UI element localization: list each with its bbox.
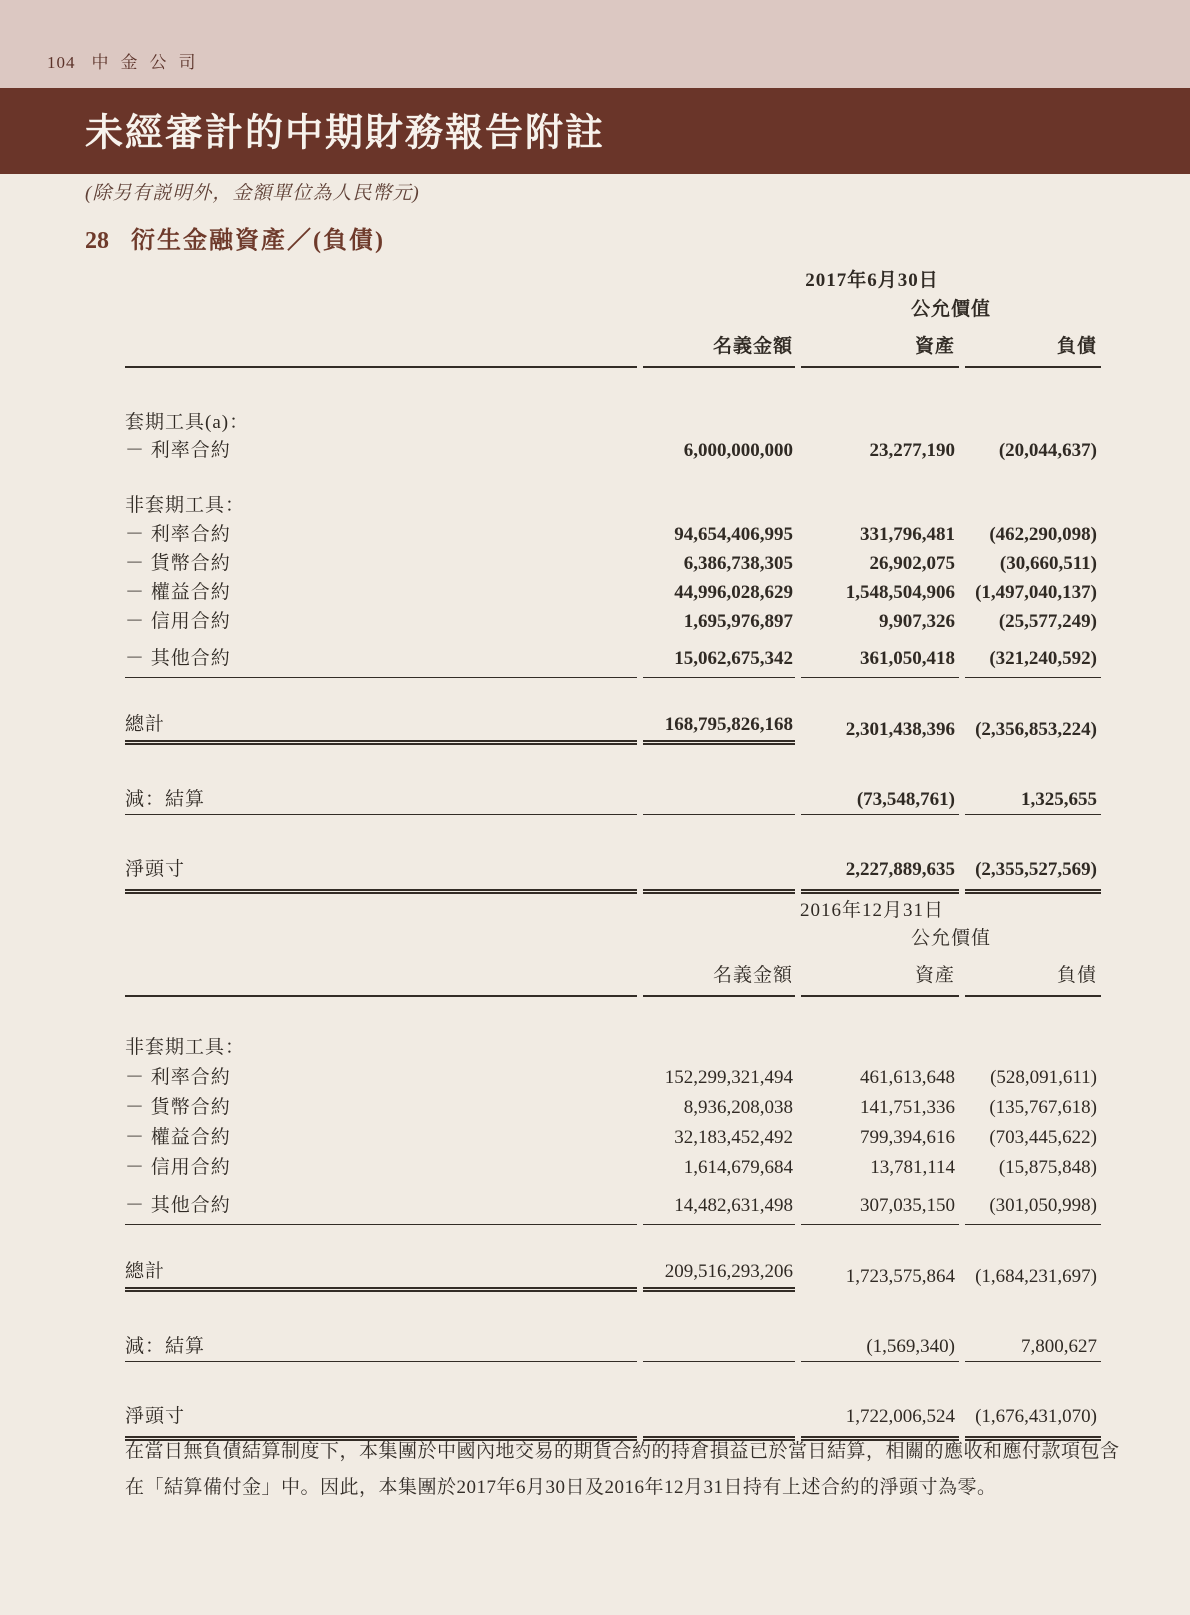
asset-value: 461,613,648 <box>860 1067 955 1089</box>
liability-value: (15,875,848) <box>998 1157 1098 1179</box>
liability-value: (301,050,998) <box>965 1179 1101 1225</box>
derivatives-table-2016 <box>119 884 1107 1441</box>
row-label: － 權益合約 <box>125 1127 231 1149</box>
liability-value: (321,240,592) <box>965 633 1101 678</box>
col-header-liability: 負債 <box>965 321 1101 368</box>
row-label: － 其他合約 <box>125 633 637 678</box>
row-label: － 利率合約 <box>125 440 231 462</box>
asset-total: 1,723,575,864 <box>845 1266 955 1288</box>
company-name: 中金公司 <box>91 53 208 72</box>
liability-value: (1,676,431,070) <box>965 1392 1101 1441</box>
asset-value: 2,227,889,635 <box>801 845 959 894</box>
less-settlement-row <box>125 781 1101 815</box>
row-label: － 權益合約 <box>125 582 231 604</box>
liability-value: (30,660,511) <box>999 553 1098 575</box>
row-label: － 利率合約 <box>125 1067 231 1089</box>
col-header-asset: 資產 <box>801 950 959 997</box>
notional-total: 168,795,826,168 <box>643 702 795 745</box>
less-settlement-row <box>125 1328 1101 1362</box>
row-label: － 信用合約 <box>125 1157 231 1179</box>
column-header-row <box>125 950 1101 997</box>
asset-total: 2,301,438,396 <box>845 719 955 741</box>
liability-total: (1,684,231,697) <box>975 1266 1098 1288</box>
section-heading <box>85 220 385 255</box>
table-row <box>125 1119 1101 1149</box>
col-header-notional: 名義金額 <box>643 321 795 368</box>
section-row <box>125 489 1101 517</box>
table-row <box>125 604 1101 633</box>
section-number: 28 <box>85 228 109 254</box>
row-label: 淨頭寸 <box>125 845 637 894</box>
liability-value: (1,497,040,137) <box>975 582 1098 604</box>
notional-total: 209,516,293,206 <box>643 1249 795 1292</box>
row-label: 總計 <box>125 1249 637 1292</box>
notional-value: 6,000,000,000 <box>683 440 793 462</box>
notional-value: 1,695,976,897 <box>683 611 793 633</box>
asset-value: 799,394,616 <box>860 1127 955 1149</box>
section-title: 衍生金融資產／(負債) <box>131 228 385 254</box>
footnote-line: 在「結算備付金」中。因此，本集團於2017年6月30日及2016年12月31日持有上述合約的淨頭寸為零。 <box>125 1477 997 1498</box>
table-row <box>125 254 1101 292</box>
asset-value: (1,569,340) <box>801 1328 959 1362</box>
section-row <box>125 406 1101 434</box>
table-row <box>125 517 1101 546</box>
table-row <box>125 292 1101 321</box>
asset-value: 307,035,150 <box>801 1179 959 1225</box>
asset-value: 141,751,336 <box>860 1097 955 1119</box>
table-row <box>125 1179 1101 1225</box>
notional-value: 32,183,452,492 <box>674 1127 793 1149</box>
liability-value: (462,290,098) <box>989 524 1098 546</box>
fair-value-header: 公允價值 <box>911 299 992 321</box>
liability-value: (2,355,527,569) <box>965 845 1101 894</box>
report-title: 未經審計的中期財務報告附註 <box>85 112 606 155</box>
row-label: － 貨幣合約 <box>125 1097 231 1119</box>
column-header-row <box>125 321 1101 368</box>
asset-value: 26,902,075 <box>869 553 955 575</box>
table-row <box>125 575 1101 604</box>
derivatives-table-2017 <box>119 254 1107 894</box>
footnote-line: 在當日無負債結算制度下，本集團於中國內地交易的期貨合約的持倉損益已於當日結算，相關的應收和應付款項包含 <box>125 1441 1120 1462</box>
liability-value: 1,325,655 <box>965 781 1101 815</box>
asset-value: (73,548,761) <box>801 781 959 815</box>
table-row <box>125 1149 1101 1179</box>
notional-value: 6,386,738,305 <box>683 553 793 575</box>
notional-value: 14,482,631,498 <box>643 1179 795 1225</box>
liability-value: (25,577,249) <box>998 611 1098 633</box>
row-label: 減：結算 <box>125 1328 637 1362</box>
table-row <box>125 434 1101 462</box>
period-date: 2016年12月31日 <box>800 900 945 922</box>
page-number: 104 <box>47 53 76 72</box>
title-banner <box>0 88 1190 174</box>
notional-value: 8,936,208,038 <box>683 1097 793 1119</box>
asset-value: 1,722,006,524 <box>801 1392 959 1441</box>
row-label: － 利率合約 <box>125 524 231 546</box>
asset-value: 1,548,504,906 <box>845 582 955 604</box>
table-row <box>125 1059 1101 1089</box>
page-top-strip <box>0 0 1190 88</box>
liability-total: (2,356,853,224) <box>975 719 1098 741</box>
row-label: 非套期工具： <box>125 1037 246 1059</box>
table-row <box>125 922 1101 950</box>
col-header-asset: 資產 <box>801 321 959 368</box>
liability-value: (135,767,618) <box>989 1097 1098 1119</box>
col-header-notional: 名義金額 <box>643 950 795 997</box>
liability-value: 7,800,627 <box>965 1328 1101 1362</box>
asset-value: 23,277,190 <box>869 440 955 462</box>
row-label: 淨頭寸 <box>125 1392 637 1441</box>
col-header-liability: 負債 <box>965 950 1101 997</box>
asset-value: 9,907,326 <box>879 611 955 633</box>
notional-value: 152,299,321,494 <box>664 1067 793 1089</box>
period-date: 2017年6月30日 <box>805 270 939 292</box>
currency-unit-note: (除另有説明外，金額單位為人民幣元) <box>85 183 420 204</box>
table-row <box>125 633 1101 678</box>
total-row <box>125 1249 1101 1292</box>
asset-value: 331,796,481 <box>860 524 955 546</box>
row-label: － 其他合約 <box>125 1179 637 1225</box>
liability-value: (20,044,637) <box>998 440 1098 462</box>
table-row <box>125 1089 1101 1119</box>
footnote-paragraph <box>125 1434 1135 1506</box>
notional-value: 94,654,406,995 <box>674 524 793 546</box>
row-label: － 信用合約 <box>125 611 231 633</box>
fair-value-header: 公允價值 <box>911 928 992 950</box>
liability-value: (528,091,611) <box>990 1067 1098 1089</box>
table-row <box>125 546 1101 575</box>
asset-value: 361,050,418 <box>801 633 959 678</box>
row-label: 總計 <box>125 702 637 745</box>
table-row <box>125 884 1101 922</box>
row-label: 減：結算 <box>125 781 637 815</box>
asset-value: 13,781,114 <box>870 1157 955 1179</box>
liability-value: (703,445,622) <box>989 1127 1098 1149</box>
row-label: 套期工具(a)： <box>125 412 250 434</box>
row-label: 非套期工具： <box>125 495 246 517</box>
notional-value: 15,062,675,342 <box>643 633 795 678</box>
row-label: － 貨幣合約 <box>125 553 231 575</box>
notional-value: 44,996,028,629 <box>674 582 793 604</box>
section-row <box>125 1031 1101 1059</box>
notional-value: 1,614,679,684 <box>683 1157 793 1179</box>
total-row <box>125 702 1101 745</box>
running-header <box>47 48 208 73</box>
